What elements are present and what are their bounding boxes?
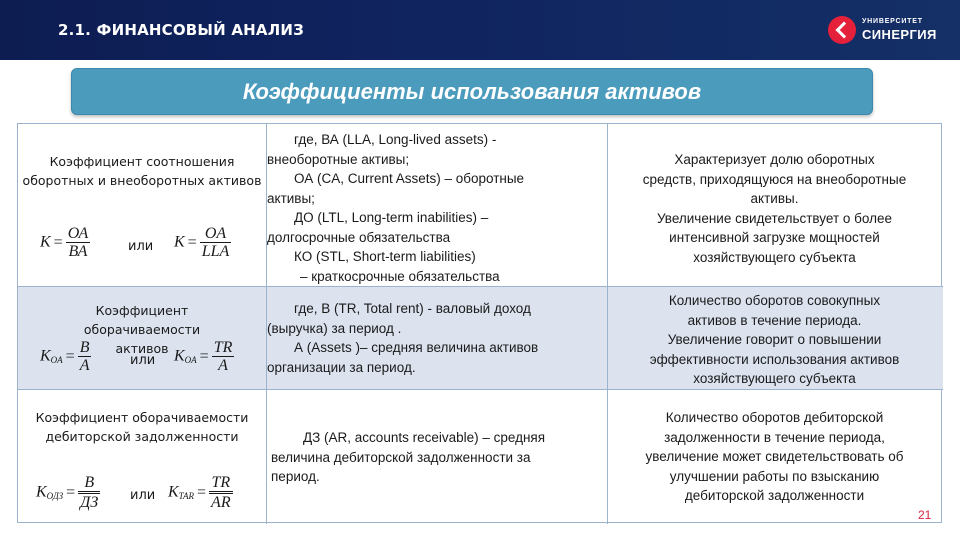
formula-denominator: ДЗ — [80, 494, 99, 511]
column-divider — [266, 124, 267, 524]
description-line: активы; — [267, 190, 315, 206]
table-row — [18, 287, 943, 390]
ratio-meaning-cell — [608, 150, 941, 267]
meaning-line: активы. — [750, 191, 799, 206]
formula-numerator: В — [78, 474, 100, 494]
ratio-name-cell — [18, 152, 266, 190]
description-line: – краткосрочные обязательства — [300, 268, 500, 284]
section-title: 2.1. ФИНАНСОВЫЙ АНАЛИЗ — [58, 21, 304, 39]
meaning-line: увеличение может свидетельствовать об — [645, 449, 904, 464]
description-line: где, В (TR, Total rent) - валовый доход — [294, 301, 531, 316]
ratio-meaning-cell — [608, 408, 941, 506]
formula-denominator: AR — [211, 494, 231, 511]
description-line: КО (STL, Short-term liabilities) — [294, 249, 476, 264]
header-bar — [0, 0, 960, 60]
formula-subscript: TAR — [178, 491, 195, 502]
meaning-line: Количество оборотов дебиторской — [665, 410, 884, 425]
meaning-line: хозяйствующего субъекта — [693, 249, 856, 265]
meaning-line: хозяйствующего субъекта — [693, 371, 856, 386]
logo-main-text: СИНЕРГИЯ — [862, 27, 937, 42]
description-line: долгосрочные обязательства — [267, 229, 451, 245]
meaning-line: активов в течение периода. — [687, 312, 862, 328]
meaning-line: Количество оборотов совокупных — [668, 293, 881, 308]
university-logo — [828, 16, 938, 44]
formula-numerator: OA — [200, 225, 232, 243]
meaning-line: интенсивной загрузке мощностей — [669, 230, 880, 245]
slide-title-banner — [71, 68, 873, 115]
formula-numerator: TR — [209, 474, 233, 494]
logo-small-text: УНИВЕРСИТЕТ — [862, 18, 923, 25]
formula-subscript: OA — [50, 355, 63, 366]
ratio-name: Коэффициент оборачиваемости активов — [83, 303, 201, 356]
description-line: А (Assets )– средняя величина активов — [294, 340, 539, 355]
meaning-line: задолженности в течение периода, — [664, 429, 885, 445]
formula-symbol: K — [174, 233, 185, 251]
or-label: или — [128, 239, 154, 254]
formula-1: $K_{OA}$ = $\frac{B}{A}$ — [40, 339, 90, 374]
table-row — [18, 390, 943, 524]
table-row — [18, 124, 943, 287]
formula-1: K = $\frac{ОА}{ВА}$ — [40, 225, 89, 260]
formula-2: $K_{TAR}$ = $\frac{TR}{AR}$ — [168, 474, 231, 511]
meaning-line: Увеличение говорит о повышении — [667, 332, 882, 347]
description-line: организации за период. — [267, 359, 416, 375]
formula-symbol: K — [36, 483, 47, 501]
meaning-line: Характеризует долю оборотных — [674, 152, 875, 167]
ratio-name: Коэффициент оборачиваемости дебиторской задолженности — [35, 410, 249, 444]
formula-denominator: A — [79, 357, 90, 374]
formula-symbol: K — [40, 347, 51, 365]
formula-denominator: ВА — [68, 243, 88, 260]
formula-2: $K_{OA}$ = $\frac{TR}{A}$ — [174, 339, 233, 374]
formula-1: $K_{ОДЗ}$ = $\frac{В}{ДЗ}$ — [36, 474, 99, 511]
formula-2: K = $\frac{OA}{\text{LLA}}$ — [174, 225, 230, 260]
page-number: 21 — [918, 508, 932, 522]
description-line: ОА (CA, Current Assets) – оборотные — [294, 171, 525, 186]
or-label: или — [130, 353, 156, 368]
ratio-meaning-cell — [608, 291, 941, 389]
meaning-line: Увеличение свидетельствует о более — [656, 210, 892, 226]
formula-symbol: K — [168, 483, 179, 501]
description-line: величина дебиторской задолженности за — [271, 449, 531, 465]
description-line: где, ВА (LLA, Long-lived assets) - — [294, 132, 497, 147]
formula-symbol: K — [40, 233, 51, 251]
ratio-description-cell — [267, 299, 607, 377]
meaning-line: средств, приходящуюся на внеоборотные — [642, 171, 907, 187]
description-line: внеоборотные активы; — [267, 151, 410, 167]
formula-subscript: OA — [184, 355, 197, 366]
description-line: ДЗ (AR, accounts receivable) – средняя — [303, 430, 546, 445]
formula-denominator: A — [218, 357, 228, 374]
or-label: или — [130, 488, 156, 503]
formula-subscript: ОДЗ — [46, 491, 64, 502]
ratios-table — [17, 123, 942, 523]
ratio-name-cell — [18, 408, 266, 446]
formula-numerator: ОА — [67, 225, 89, 242]
ratio-description-cell — [267, 130, 607, 286]
formula-numerator: TR — [213, 339, 233, 356]
ratio-name: Коэффициент соотношения оборотных и внеоборотных активов — [22, 154, 262, 188]
description-line: ДО (LTL, Long-term inabilities) – — [294, 210, 489, 225]
description-line: (выручка) за период . — [267, 320, 402, 336]
formula-numerator: B — [79, 339, 90, 356]
formula-denominator: LLA — [201, 243, 230, 260]
logo-chevron-icon — [828, 16, 856, 44]
ratio-description-cell — [267, 428, 607, 487]
meaning-line: улучшении работы по взысканию — [669, 468, 880, 484]
description-line: период. — [271, 469, 320, 484]
column-divider — [607, 124, 608, 524]
meaning-line: дебиторской задолженности — [684, 488, 865, 503]
formula-symbol: K — [174, 347, 185, 365]
slide-title: Коэффициенты использования активов — [242, 78, 702, 104]
meaning-line: эффективности использования активов — [649, 351, 900, 367]
